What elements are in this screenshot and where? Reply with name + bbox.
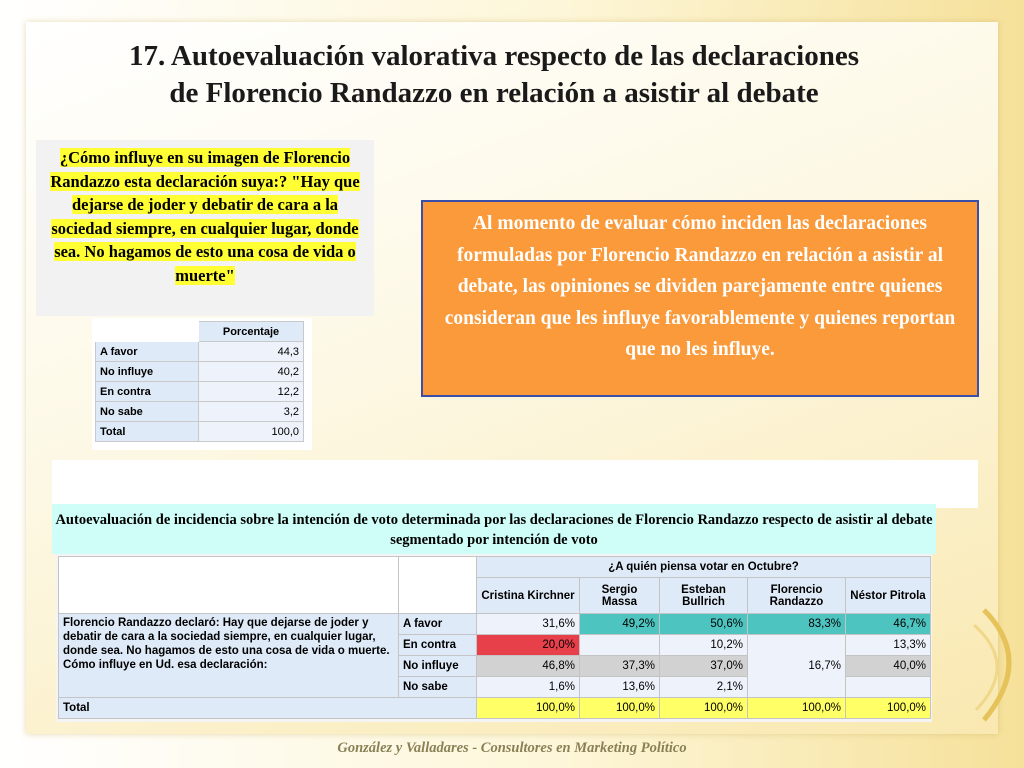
- cell-value: 10,2%: [660, 635, 748, 656]
- crosstab-group-header: ¿A quién piensa votar en Octubre?: [477, 557, 931, 578]
- cell-value: 2,1%: [660, 677, 748, 698]
- slide-title: [54, 38, 934, 112]
- question-text: ¿Cómo influye en su imagen de Florencio Randazzo esta declaración suya:? "Hay que dejarse de joder y debatir de cara a la sociedad siempre, en cualquier lugar, donde sea. No hagamos de esto una cosa de vida o muerte": [50, 148, 360, 285]
- row-value: 12,2: [199, 382, 304, 402]
- cell-value: 37,0%: [660, 656, 748, 677]
- table-row: [59, 614, 931, 635]
- candidate-header: Esteban Bullrich: [660, 578, 748, 614]
- cell-value: 100,0%: [846, 698, 931, 719]
- cell-value: 100,0%: [580, 698, 660, 719]
- cell-value: 100,0%: [477, 698, 580, 719]
- cell-value: 37,3%: [580, 656, 660, 677]
- response-label: En contra: [399, 635, 477, 656]
- row-label: No sabe: [96, 402, 199, 422]
- cell-value: 83,3%: [748, 614, 846, 635]
- swoosh-logo: [964, 600, 1024, 730]
- cell-value: 46,7%: [846, 614, 931, 635]
- row-value: 44,3: [199, 342, 304, 362]
- cell-value: 31,6%: [477, 614, 580, 635]
- cell-value: 13,3%: [846, 635, 931, 656]
- white-band: [52, 460, 978, 508]
- cell-value: 100,0%: [660, 698, 748, 719]
- table-row: [96, 342, 304, 362]
- candidate-header: Florencio Randazzo: [748, 578, 846, 614]
- row-value: 100,0: [199, 422, 304, 442]
- row-label: A favor: [96, 342, 199, 362]
- row-value: 40,2: [199, 362, 304, 382]
- cell-value: 46,8%: [477, 656, 580, 677]
- candidate-header: Sergio Massa: [580, 578, 660, 614]
- total-label: Total: [59, 698, 477, 719]
- cell-value: [580, 635, 660, 656]
- table-row: [96, 402, 304, 422]
- cell-value: 13,6%: [580, 677, 660, 698]
- row-label: No influye: [96, 362, 199, 382]
- table-row: [96, 382, 304, 402]
- cell-value: [846, 677, 931, 698]
- percent-table-header-row: [96, 322, 304, 342]
- cell-value: 16,7%: [748, 635, 846, 698]
- title-line-2: de Florencio Randazzo en relación a asistir al debate: [169, 77, 819, 109]
- crosstab-row-label: Florencio Randazzo declaró: Hay que dejarse de joder y debatir de cara a la sociedad siempre, en cualquier lugar, donde sea. No hagamos de esto una cosa de vida o muerte. Cómo influye en Ud. esa declaración:: [59, 614, 399, 698]
- cell-value: 1,6%: [477, 677, 580, 698]
- crosstab-caption: Autoevaluación de incidencia sobre la intención de voto determinada por las declaraciones de Florencio Randazzo respecto de asistir al debate segmentado por intención de voto: [52, 504, 936, 554]
- row-label: En contra: [96, 382, 199, 402]
- cell-value: 40,0%: [846, 656, 931, 677]
- response-label: No sabe: [399, 677, 477, 698]
- footer-credit: González y Valladares - Consultores en Marketing Político: [337, 740, 687, 756]
- cell-value: 50,6%: [660, 614, 748, 635]
- row-label: Total: [96, 422, 199, 442]
- response-label: A favor: [399, 614, 477, 635]
- table-row: [59, 698, 931, 719]
- title-line-1: 17. Autoevaluación valorativa respecto de las declaraciones: [128, 40, 860, 72]
- percent-table: [92, 318, 312, 450]
- row-value: 3,2: [199, 402, 304, 422]
- response-label: No influye: [399, 656, 477, 677]
- candidate-header: Néstor Pitrola: [846, 578, 931, 614]
- table-row: [96, 422, 304, 442]
- cell-value: 20,0%: [477, 635, 580, 656]
- cell-value: 49,2%: [580, 614, 660, 635]
- summary-box: Al momento de evaluar cómo inciden las declaraciones formuladas por Florencio Randazzo en relación a asistir al debate, las opiniones se dividen parejamente entre quienes consideran que les influye favorablemente y quienes reportan que no les influye.: [421, 200, 979, 397]
- percent-header: Porcentaje: [199, 322, 304, 342]
- candidate-header: Cristina Kirchner: [477, 578, 580, 614]
- table-row: [96, 362, 304, 382]
- question-box: [36, 140, 374, 316]
- crosstab-table: [56, 554, 932, 722]
- cell-value: 100,0%: [748, 698, 846, 719]
